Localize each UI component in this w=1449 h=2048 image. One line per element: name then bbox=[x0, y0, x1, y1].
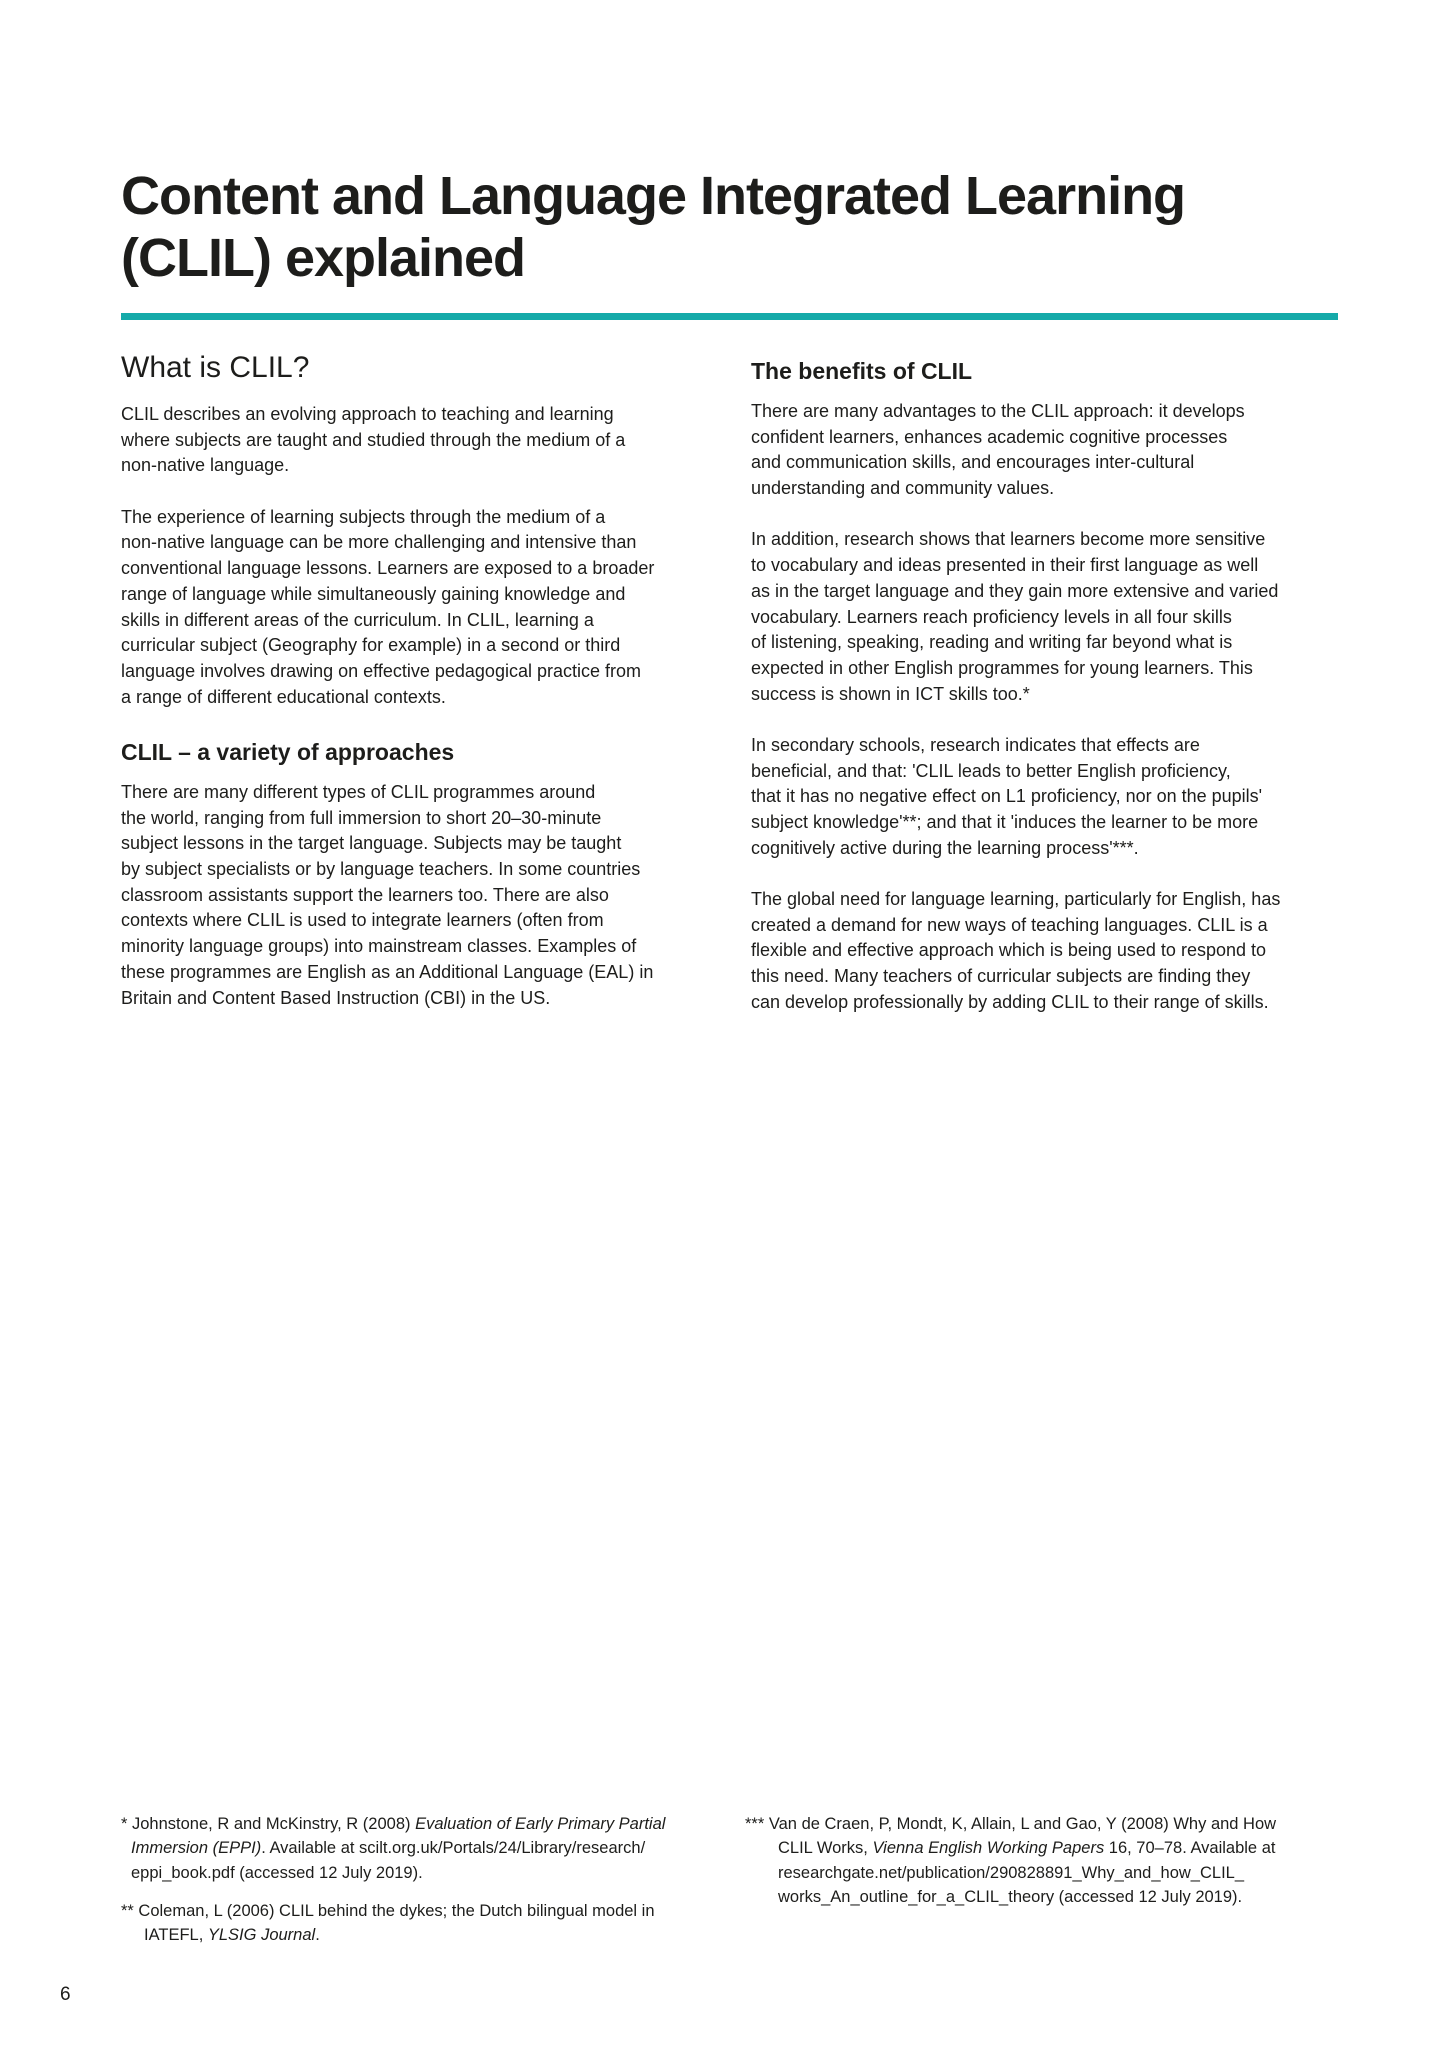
text-line: There are many advantages to the CLIL approach: it develops bbox=[751, 401, 1245, 421]
text-line: Britain and Content Based Instruction (CBI) in the US. bbox=[121, 987, 551, 1008]
text-line: cognitively active during the learning process'***. bbox=[751, 837, 1139, 858]
right-column bbox=[751, 355, 1351, 1041]
text-line: as in the target language and they gain more extensive and varied bbox=[751, 580, 1279, 601]
text-line: non-native language can be more challenging and intensive than bbox=[121, 532, 637, 553]
variety-heading: CLIL – a variety of approaches bbox=[121, 738, 455, 765]
footnote-line bbox=[745, 1836, 1276, 1860]
footnote-text: * Johnstone, R and McKinstry, R (2008) bbox=[121, 1815, 416, 1833]
paragraph bbox=[751, 733, 1351, 862]
text-line: confident learners, enhances academic cognitive processes bbox=[751, 426, 1228, 447]
text-line: and communication skills, and encourages inter-cultural bbox=[751, 452, 1195, 473]
variety-paragraphs bbox=[121, 780, 721, 1011]
footnote-line: works_An_outline_for_a_CLIL_theory (accessed 12 July 2019). bbox=[778, 1888, 1243, 1907]
text-line: language involves drawing on effective pedagogical practice from bbox=[121, 660, 641, 681]
text-line: subject lessons in the target language. Subjects may be taught bbox=[121, 833, 622, 854]
text-line: expected in other English programmes for young learners. This bbox=[751, 657, 1253, 678]
footnote-title: Vienna English Working Papers bbox=[872, 1839, 1105, 1858]
footnote-text: . bbox=[315, 1926, 320, 1945]
title-line: Content and Language Integrated Learning bbox=[121, 166, 1186, 226]
text-line: that it has no negative effect on L1 proficiency, nor on the pupils' bbox=[751, 786, 1263, 807]
paragraph bbox=[121, 402, 721, 479]
footnote-title: YLSIG Journal bbox=[207, 1926, 316, 1945]
footnote-2 bbox=[121, 1899, 655, 1948]
text-line: to vocabulary and ideas presented in their first language as well bbox=[751, 555, 1259, 576]
paragraph bbox=[751, 527, 1351, 707]
text-line: In secondary schools, research indicates that effects are bbox=[751, 734, 1200, 755]
footnote-3 bbox=[745, 1812, 1276, 1910]
left-paragraphs bbox=[121, 402, 721, 710]
text-line: curricular subject (Geography for example) in a second or third bbox=[121, 635, 621, 656]
footnote-line bbox=[121, 1923, 655, 1947]
text-line: non-native language. bbox=[121, 455, 290, 476]
footnote-title: Evaluation of Early Primary Partial bbox=[415, 1815, 666, 1833]
text-line: success is shown in ICT skills too.* bbox=[751, 683, 1030, 704]
paragraph bbox=[121, 505, 721, 711]
footnote-line: ** Coleman, L (2006) CLIL behind the dykes; the Dutch bilingual model in bbox=[121, 1902, 655, 1920]
benefits-paragraphs bbox=[751, 399, 1351, 1016]
footnote-1 bbox=[121, 1812, 665, 1885]
text-line: classroom assistants support the learners too. There are also bbox=[121, 884, 609, 905]
text-line: created a demand for new ways of teaching languages. CLIL is a bbox=[751, 914, 1268, 935]
text-line: In addition, research shows that learners become more sensitive bbox=[751, 529, 1266, 550]
title-line: (CLIL) explained bbox=[121, 228, 526, 288]
paragraph bbox=[751, 887, 1351, 1016]
footnote-text: 16, 70–78. Available at bbox=[1104, 1839, 1276, 1858]
footnote-text: CLIL Works, bbox=[778, 1839, 873, 1858]
text-line: contexts where CLIL is used to integrate learners (often from bbox=[121, 910, 604, 931]
text-line: the world, ranging from full immersion to short 20–30-minute bbox=[121, 807, 602, 828]
text-line: vocabulary. Learners reach proficiency levels in all four skills bbox=[751, 606, 1232, 627]
text-line: CLIL describes an evolving approach to teaching and learning bbox=[121, 404, 614, 424]
text-line: conventional language lessons. Learners are exposed to a broader bbox=[121, 558, 655, 579]
title-divider bbox=[121, 313, 1338, 320]
text-line: The global need for language learning, particularly for English, has bbox=[751, 889, 1281, 910]
footnote-line: eppi_book.pdf (accessed 12 July 2019). bbox=[131, 1863, 423, 1882]
text-line: skills in different areas of the curriculum. In CLIL, learning a bbox=[121, 609, 594, 630]
footnote-line bbox=[121, 1812, 665, 1836]
text-line: beneficial, and that: 'CLIL leads to better English proficiency, bbox=[751, 760, 1231, 781]
footnote-line bbox=[121, 1836, 665, 1860]
text-line: these programmes are English as an Additional Language (EAL) in bbox=[121, 961, 654, 982]
text-line: minority language groups) into mainstream classes. Examples of bbox=[121, 936, 637, 957]
text-line: range of language while simultaneously gaining knowledge and bbox=[121, 583, 626, 604]
page-number: 6 bbox=[60, 1984, 71, 2005]
text-line: of listening, speaking, reading and writing far beyond what is bbox=[751, 632, 1233, 653]
footnote-title: Immersion (EPPI) bbox=[131, 1839, 262, 1858]
text-line: understanding and community values. bbox=[751, 478, 1055, 499]
footnote-text: . Available at scilt.org.uk/Portals/24/Library/research/ bbox=[261, 1839, 646, 1858]
what-is-clil-heading: What is CLIL? bbox=[121, 351, 310, 384]
benefits-heading: The benefits of CLIL bbox=[751, 358, 973, 384]
page-title bbox=[121, 165, 1185, 289]
text-line: can develop professionally by adding CLIL to their range of skills. bbox=[751, 991, 1269, 1012]
left-column bbox=[121, 348, 721, 1037]
text-line: There are many different types of CLIL programmes around bbox=[121, 781, 596, 802]
footnote-line: *** Van de Craen, P, Mondt, K, Allain, L and Gao, Y (2008) Why and How bbox=[745, 1815, 1277, 1833]
text-line: by subject specialists or by language teachers. In some countries bbox=[121, 859, 641, 880]
text-line: The experience of learning subjects through the medium of a bbox=[121, 506, 606, 527]
footnote-text: IATEFL, bbox=[144, 1926, 208, 1945]
text-line: flexible and effective approach which is being used to respond to bbox=[751, 940, 1267, 961]
text-line: a range of different educational contexts. bbox=[121, 686, 446, 707]
paragraph bbox=[751, 399, 1351, 502]
text-line: subject knowledge'**; and that it 'induces the learner to be more bbox=[751, 812, 1259, 833]
footnote-line: researchgate.net/publication/290828891_Why_and_how_CLIL_ bbox=[778, 1863, 1245, 1882]
text-line: where subjects are taught and studied through the medium of a bbox=[121, 429, 626, 450]
text-line: this need. Many teachers of curricular subjects are finding they bbox=[751, 966, 1251, 987]
paragraph bbox=[121, 780, 721, 1011]
